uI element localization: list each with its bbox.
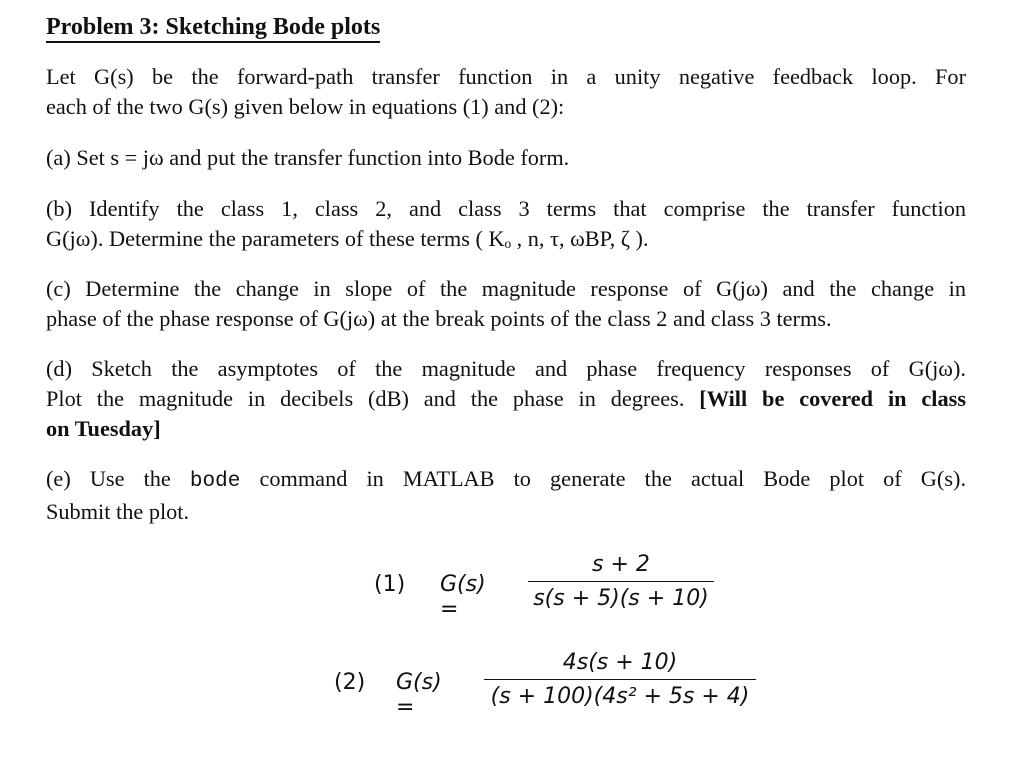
part-e-post: command in MATLAB to generate the actual Bode plot of G(s). xyxy=(259,466,967,491)
part-c-line-1: (c) Determine the change in slope of the magnitude response of G(jω) and the change in xyxy=(46,276,966,301)
part-e-line-1 xyxy=(46,464,966,497)
part-b xyxy=(46,194,966,254)
part-d-line-1: (d) Sketch the asymptotes of the magnitude and phase frequency responses of G(jω). xyxy=(46,356,966,381)
part-e-line-2: Submit the plot. xyxy=(46,499,190,524)
equation-1-lhs: G(s) = xyxy=(440,572,486,622)
part-a xyxy=(46,143,966,173)
part-b-line-2: G(jω). Determine the parameters of these terms ( Kₒ , n, τ, ωBP, ζ ). xyxy=(46,226,649,251)
equation-1-numerator: s + 2 xyxy=(592,552,650,577)
part-d-line-2 xyxy=(46,384,966,414)
part-d xyxy=(46,354,966,444)
equation-2-fraction xyxy=(484,650,756,709)
equation-1-label: (1) xyxy=(374,572,406,597)
equation-1-fraction xyxy=(528,552,714,611)
equation-2-denominator: (s + 100)(4s² + 5s + 4) xyxy=(490,684,750,709)
equation-1-fraction-bar xyxy=(528,581,714,582)
intro-paragraph xyxy=(46,62,966,122)
bode-command: bode xyxy=(189,470,241,493)
equation-2-label: (2) xyxy=(334,670,366,695)
part-d-note: [Will be covered in class xyxy=(699,386,967,411)
intro-line-2: each of the two G(s) given below in equations (1) and (2): xyxy=(46,94,565,119)
equation-1-denominator: s(s + 5)(s + 10) xyxy=(533,586,709,611)
intro-line-1: Let G(s) be the forward-path transfer function in a unity negative feedback loop. For xyxy=(46,64,966,89)
part-b-line-1: (b) Identify the class 1, class 2, and class 3 terms that comprise the transfer function xyxy=(46,196,966,221)
part-a-text: (a) Set s = jω and put the transfer function into Bode form. xyxy=(46,145,570,170)
equation-2-numerator: 4s(s + 10) xyxy=(562,650,678,675)
part-e-pre: (e) Use the xyxy=(46,466,171,491)
part-d-note-continued: on Tuesday] xyxy=(46,416,161,441)
part-e xyxy=(46,464,966,527)
part-c-line-2: phase of the phase response of G(jω) at the break points of the class 2 and class 3 terms. xyxy=(46,306,832,331)
problem-title: Problem 3: Sketching Bode plots xyxy=(46,14,380,43)
equation-2-lhs: G(s) = xyxy=(396,670,442,720)
part-c xyxy=(46,274,966,334)
equation-2-fraction-bar xyxy=(484,679,756,680)
part-d-line-2-text: Plot the magnitude in decibels (dB) and the phase in degrees. xyxy=(46,386,685,411)
